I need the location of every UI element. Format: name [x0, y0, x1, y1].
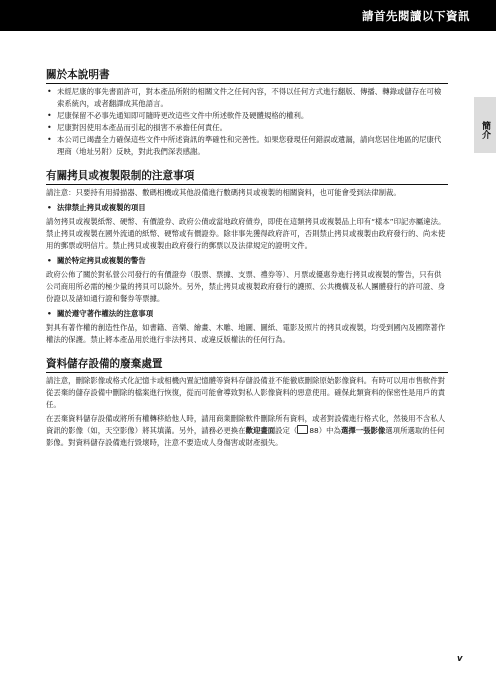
page-number: v [457, 654, 463, 664]
section-heading: 有關拷貝或複製限制的注意事項 [46, 169, 448, 185]
paragraph: 請注意：只要持有用掃描器、數碼相機或其他設備進行數碼拷貝或複製的相關資料，也可能會受到法律制裁。 [46, 188, 401, 197]
subsection-title: • 關於遵守著作權法的注意事項 [46, 308, 448, 320]
side-tab-label: 簡介 [480, 121, 490, 139]
header-title: 請首先閱讀以下資訊 [362, 9, 470, 23]
paragraph: 對具有著作權的創造性作品，如書籍、音樂、繪畫、木雕、地圖、圖紙、電影及照片的拷貝或複製，均受到國內及國際著作權法的保護。禁止將本產品用於進行非法拷貝、或違反版權法的任何行為。 [46, 323, 446, 344]
text-run: 在丟棄資料儲存設備或將所有權轉移給他人時，請用商業刪除軟件刪除所有資料，或者對設備進行格式化，然後用不含私人資訊的影像（如，天空影像）將其填滿。另外，請務必更換在 [46, 414, 446, 435]
main-content [46, 68, 448, 449]
subsection-title: • 關於特定拷貝或複製的警告 [46, 255, 448, 267]
paragraph: 請勿拷貝或複製紙幣、硬幣、有價證券、政府公債或當地政府債券，即使在這類拷貝或複製品上印有“樣本”印記亦屬違法。禁止拷貝或複製在國外流通的紙幣、硬幣或有價證券。除非事先獲得政府許可，否則禁止拷貝或複製由政府發行的、尚未使用的郵票或明信片。禁止拷貝或複製由政府發行的郵票以及法律規定的證明文件。 [46, 217, 446, 250]
section-copy-restrictions [46, 169, 448, 346]
paragraph: 請注意，刪除影像或格式化記憶卡或相機內置記憶體等資料存儲設備並不能徹底刪除原始影像資料。有時可以用市售軟件對從丟棄的儲存設備中刪除的檔案進行恢復，從而可能會導致對私人影像資料的惡意使用。確保此類資料的保密性是用戶的責任。 [46, 376, 446, 409]
text-run: 設定（ [275, 426, 298, 435]
section-about-manual [46, 68, 448, 158]
section-data-disposal [46, 357, 448, 449]
menu-term-choose-image: 選擇一張影像 [340, 426, 386, 435]
section-heading: 關於本說明書 [46, 68, 448, 84]
text-run: ）中為 [318, 426, 341, 435]
menu-term-welcome-screen: 歡迎畫面 [245, 426, 276, 435]
book-reference-icon [297, 425, 308, 434]
list-item: • 尼康保留不必事先通知即可隨時更改這些文件中所述軟件及硬體規格的權利。 [46, 110, 448, 122]
page-reference: 88 [309, 426, 319, 435]
subsection-title: • 法律禁止拷貝或複製的項目 [46, 202, 448, 214]
list-item: • 尼康對因使用本產品而引起的損害不承擔任何責任。 [46, 122, 448, 134]
section-heading: 資料儲存設備的廢棄處置 [46, 357, 448, 373]
list-item: • 本公司已竭盡全力確保這些文件中所述資訊的準確性和完善性。如果您發現任何錯誤或遺漏，請向您居住地區的尼康代理商（地址另附）反映，對此我們深表感謝。 [46, 134, 448, 158]
header-bar [0, 0, 496, 31]
paragraph [46, 413, 448, 449]
list-item: • 未經尼康的事先書面許可，對本產品所附的相關文件之任何內容，不得以任何方式進行翻版、傳播、轉錄或儲存在可檢索系統內，或者翻譯成其他語言。 [46, 86, 448, 110]
bullet-list [46, 86, 448, 158]
paragraph: 政府公佈了關於對私營公司發行的有價證券（股票、票據、支票、禮券等）、月票或優惠券進行拷貝或複製的警告，只有供公司商用所必需的極少量的拷貝可以除外。另外，禁止拷貝或複製政府發行的護照、公共機構及私人團體發行的許可證、身份證以及諸如通行證和餐券等票據。 [46, 270, 446, 303]
text-run: 選項所選取的任何影像。對資料儲存設備進行毀壞時，注意不要造成人身傷害或財產損失。 [46, 426, 445, 447]
